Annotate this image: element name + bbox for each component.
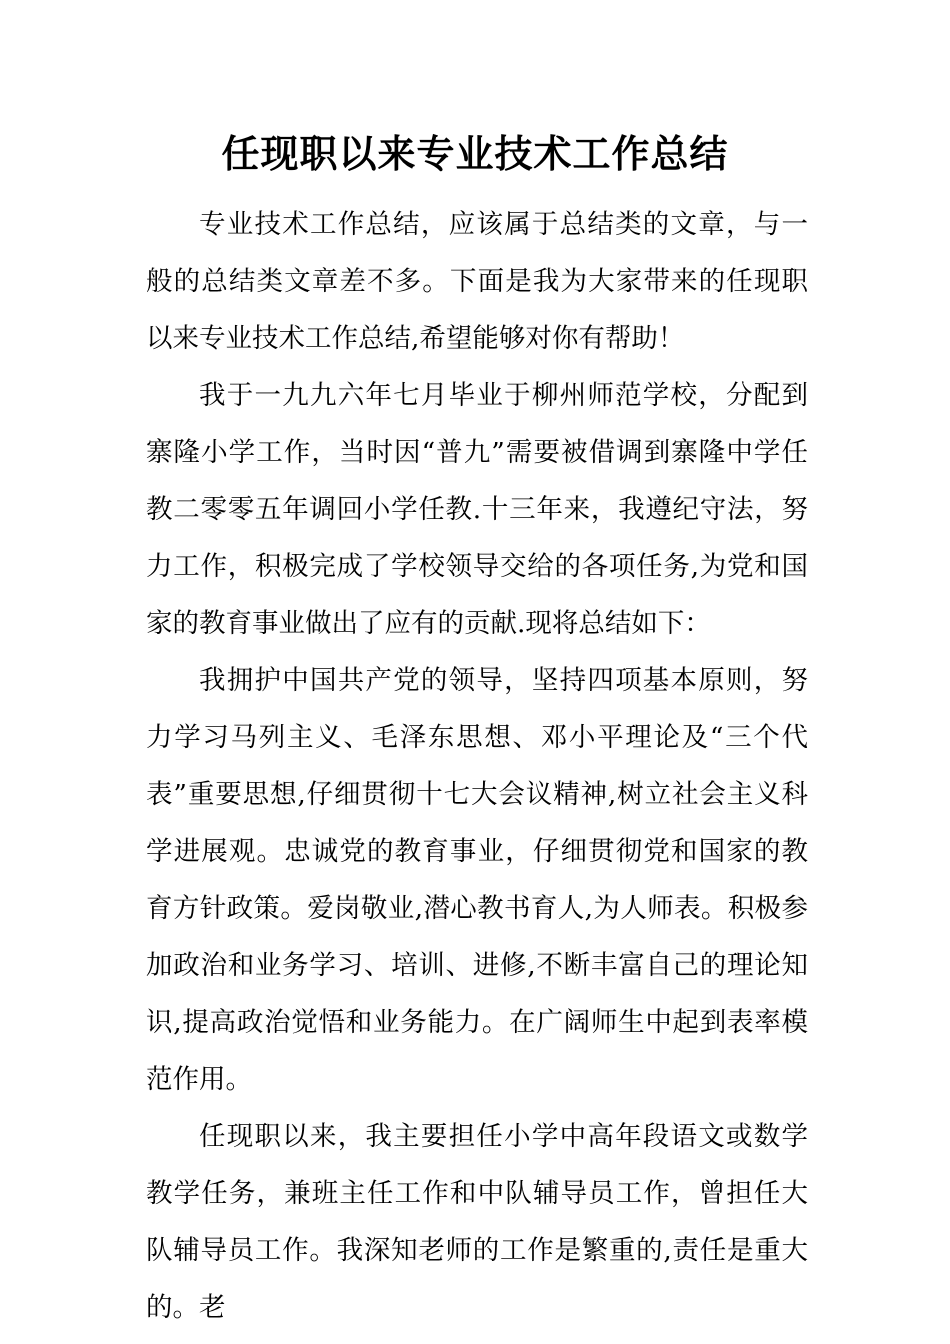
document-body [146, 196, 808, 1336]
paragraph-background: 我于一九九六年七月毕业于柳州师范学校，分配到寨隆小学工作，当时因“普九”需要被借调到寨隆中学任教二零零五年调回小学任教.十三年来，我遵纪守法，努力工作，积极完成了学校领导交给的各项任务,为党和国家的教育事业做出了应有的贡献.现将总结如下： [146, 380, 808, 639]
paragraph-political: 我拥护中国共产党的领导，坚持四项基本原则，努力学习马列主义、毛泽东思想、邓小平理论及“三个代表”重要思想,仔细贯彻十七大会议精神,树立社会主义科学进展观。忠诚党的教育事业，仔细贯彻党和国家的教育方针政策。爱岗敬业,潜心教书育人,为人师表。积极参加政治和业务学习、培训、进修,不断丰富自己的理论知识,提高政治觉悟和业务能力。在广阔师生中起到表率模范作用。 [146, 665, 808, 1095]
paragraph-teaching: 任现职以来，我主要担任小学中高年段语文或数学教学任务，兼班主任工作和中队辅导员工作，曾担任大队辅导员工作。我深知老师的工作是繁重的,责任是重大的。老 [146, 1121, 808, 1323]
paragraph-intro: 专业技术工作总结，应该属于总结类的文章，与一般的总结类文章差不多。下面是我为大家带来的任现职以来专业技术工作总结,希望能够对你有帮助！ [146, 209, 808, 354]
document-title: 任现职以来专业技术工作总结 [221, 131, 729, 176]
